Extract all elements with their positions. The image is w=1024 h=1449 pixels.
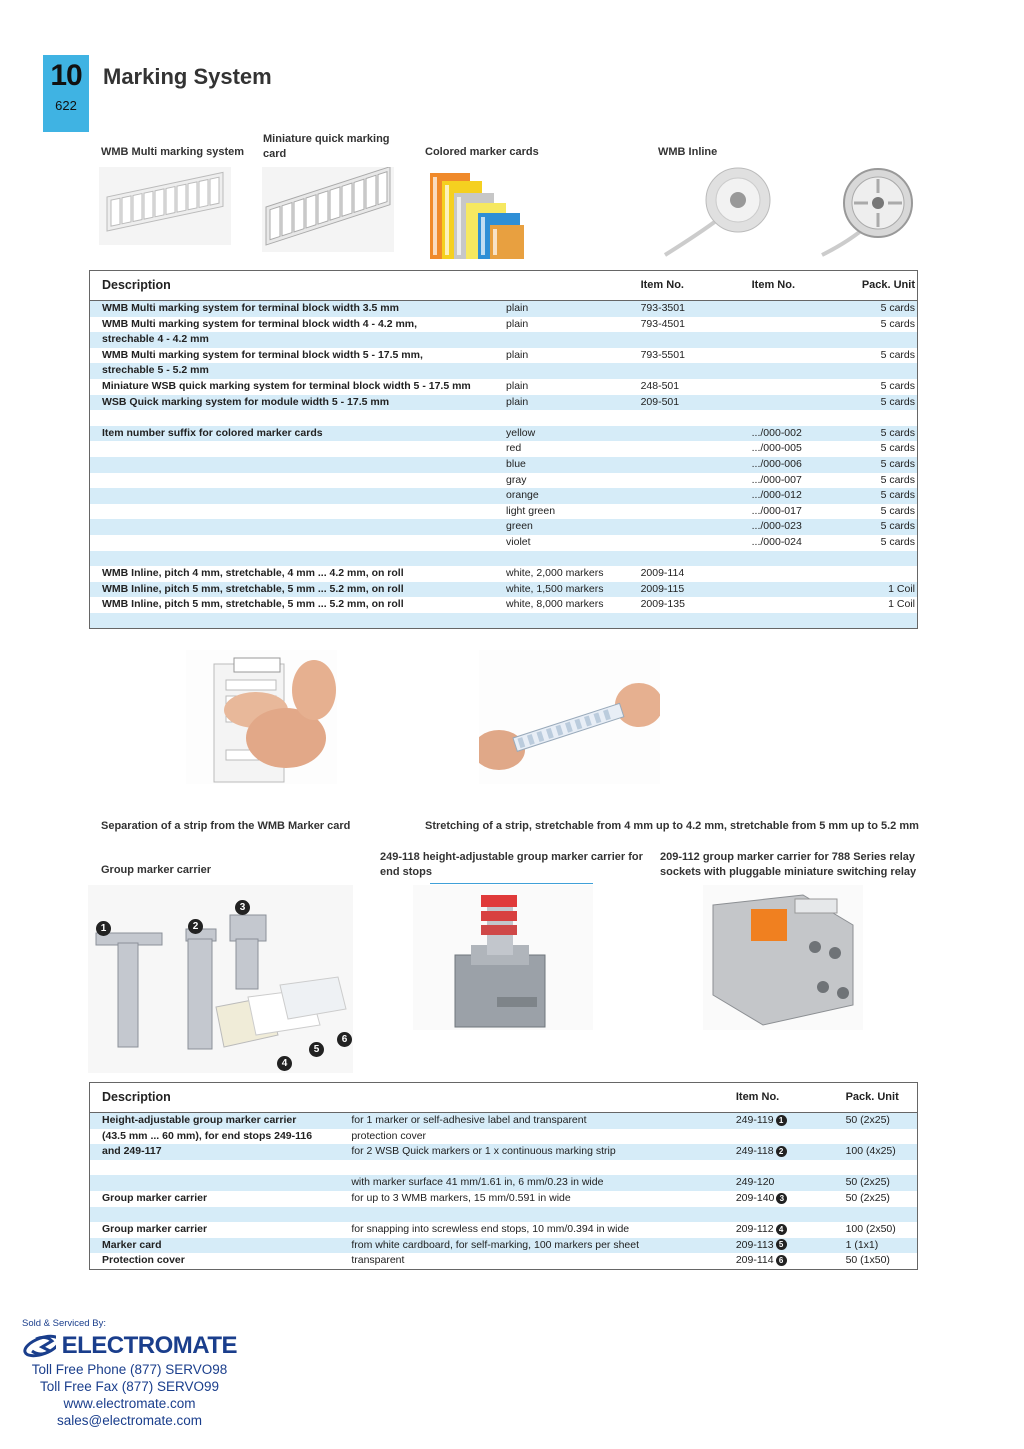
caption-underline [430,883,593,884]
separation-photo [186,650,337,784]
cell-pack-unit: 50 (2x25) [842,1175,918,1191]
table-row [90,379,918,395]
carrier-118-photo [413,885,593,1030]
cell-item-no-suffix [748,597,858,613]
colored-cards-image [430,165,526,261]
wmb-inline-roll-image [660,163,775,258]
caption-colored-cards: Colored marker cards [425,146,539,158]
table-row [90,551,918,567]
cell-item-no-suffix: .../000-023 [748,519,858,535]
cell-description [90,551,503,567]
cell-item-no-suffix [748,395,858,411]
cell-variant: yellow [502,426,637,442]
cell-description: Protection cover [102,1254,185,1267]
caption-carrier-118: 249-118 height-adjustable group marker carrier for end stops [380,851,643,878]
table-row [90,410,918,426]
cell-item-no: 248-501 [640,379,680,392]
cell-pack-unit: 1 (1x1) [842,1238,918,1254]
cell-pack-unit [842,1160,918,1176]
col-description: Description [90,271,503,301]
col2-item-no: Item No. [732,1083,842,1113]
item-number: 209-113 [735,1238,774,1251]
cell-description: and 249-117 [90,1144,348,1160]
cell-item-no: 209-501 [637,395,748,411]
cell-description: strechable 4 - 4.2 mm [90,332,503,348]
product-table [89,270,918,629]
item-number: 249-119 [735,1114,774,1126]
cell-pack-unit: 5 cards [880,473,915,486]
cell-item-no [732,1191,842,1207]
caption-carrier-112: 209-112 group marker carrier for 788 Series relay sockets with pluggable miniature switching relay [660,851,917,878]
cell-item-no: 793-4501 [640,317,685,330]
cell-pack-unit [858,551,918,567]
cell-variant [502,551,637,567]
item-number: 249-120 [735,1176,775,1189]
cell-variant: white, 1,500 markers [502,582,637,598]
callout-number-badge: 4 [776,1224,787,1235]
cell-pack-unit: 50 (2x25) [842,1113,918,1129]
table-row [90,1191,918,1207]
cell-variant: red [506,442,522,455]
table-row [90,1222,918,1238]
cell-item-no [637,613,748,629]
wmb-inline-reel-image [820,163,920,258]
cell-detail: for 1 marker or self-adhesive label and transparent [347,1113,732,1129]
table-row [90,613,918,629]
electromate-logo-icon [22,1333,56,1359]
caption-wmb-inline: WMB Inline [658,146,718,158]
cell-description: Height-adjustable group marker carrier [90,1113,348,1129]
cell-pack-unit [858,613,918,629]
cell-detail [347,1207,732,1223]
cell-variant: plain [502,301,637,317]
item-number: 209-114 [735,1254,774,1267]
cell-item-no [637,488,748,504]
cell-detail: protection cover [351,1129,427,1142]
cell-item-no [732,1253,842,1269]
cell-pack-unit: 50 (2x25) [845,1191,890,1204]
callout-number-badge: 5 [776,1239,787,1250]
chapter-tab [43,55,89,132]
caption-separation: Separation of a strip from the WMB Marker card [101,820,351,832]
cell-description [90,410,503,426]
table-row [90,504,918,520]
table-header-row [90,271,918,301]
table-row [90,1160,918,1176]
cell-item-no [732,1160,842,1176]
col-item-no: Item No. [637,271,748,301]
cell-pack-unit: 5 cards [880,379,915,392]
table-row [90,597,918,613]
cell-description [90,535,503,551]
cell-item-no-suffix: .../000-012 [748,488,858,504]
brand-name: ELECTROMATE [61,1332,237,1359]
callout-number-badge: 6 [776,1255,787,1266]
callout-number-badge: 1 [776,1115,787,1126]
cell-variant [502,410,637,426]
table-row [90,1175,918,1191]
cell-item-no [637,457,748,473]
cell-item-no [732,1207,842,1223]
cell-description: strechable 5 - 5.2 mm [90,363,503,379]
cell-description: Marker card [90,1238,348,1254]
cell-variant: white, 2,000 markers [506,567,604,580]
cell-item-no [637,535,748,551]
table-row [90,348,918,364]
cell-pack-unit: 5 cards [858,426,918,442]
cell-item-no-suffix [748,613,858,629]
cell-item-no-suffix [748,566,858,582]
page-title: Marking System [103,64,272,89]
cell-item-no: 793-5501 [640,348,685,361]
callout-number-badge: 3 [776,1193,787,1204]
table-row [90,1207,918,1223]
cell-variant: plain [506,348,529,361]
table-row [90,426,918,442]
cell-item-no [637,441,748,457]
cell-description [90,519,503,535]
table-row [90,301,918,317]
cell-item-no-suffix: .../000-006 [748,457,858,473]
cell-item-no [732,1129,842,1145]
cell-variant: light green [506,504,556,517]
caption-stretching: Stretching of a strip, stretchable from 4 mm up to 4.2 mm, stretchable from 5 mm up to 5.2 mm [425,820,919,832]
cell-description [90,504,503,520]
cell-item-no [637,473,748,489]
cell-item-no [637,332,748,348]
cell-variant: white, 8,000 markers [506,598,604,611]
cell-item-no [732,1113,842,1129]
cell-description: (43.5 mm ... 60 mm), for end stops 249-116 [102,1129,313,1142]
callout-6: 6 [337,1032,352,1047]
cell-pack-unit [842,1207,918,1223]
callout-5: 5 [309,1042,324,1057]
footer [22,1318,237,1429]
carrier-table [89,1082,918,1270]
cell-item-no-suffix [748,348,858,364]
col2-pack-unit: Pack. Unit [842,1083,918,1113]
page-number: 622 [55,98,77,113]
table-row [90,535,918,551]
cell-detail: from white cardboard, for self-marking, 100 markers per sheet [347,1238,732,1254]
cell-description: Group marker carrier [102,1223,208,1236]
table-row [90,317,918,333]
cell-pack-unit: 5 cards [858,457,918,473]
table-row [90,1238,918,1254]
table-row [90,441,918,457]
table-row [90,1144,918,1160]
website-link[interactable]: www.electromate.com [63,1396,196,1411]
cell-description: WSB Quick marking system for module width 5 - 17.5 mm [90,395,503,411]
cell-item-no-suffix [748,379,858,395]
table-row [90,332,918,348]
cell-variant [502,332,637,348]
table-row [90,566,918,582]
callout-2: 2 [188,919,203,934]
cell-item-no [637,426,748,442]
cell-item-no [732,1222,842,1238]
cell-pack-unit: 5 cards [858,519,918,535]
cell-item-no [732,1238,842,1254]
cell-description [90,1160,348,1176]
cell-item-no-suffix: .../000-017 [751,504,802,517]
cell-pack-unit [858,332,918,348]
cell-variant: plain [506,379,529,392]
cell-description: WMB Multi marking system for terminal block width 4 - 4.2 mm, [102,317,418,330]
cell-description [90,1207,348,1223]
cell-description [90,441,503,457]
cell-item-no-suffix [748,317,858,333]
table-row [90,473,918,489]
cell-variant: blue [502,457,637,473]
cell-pack-unit: 100 (2x50) [845,1223,896,1236]
cell-pack-unit: 5 cards [858,395,918,411]
col2-description: Description [90,1083,348,1113]
cell-description [90,613,503,629]
cell-description [90,457,503,473]
cell-detail: for up to 3 WMB markers, 15 mm/0.591 in wide [351,1191,571,1204]
sold-by-label: Sold & Serviced By: [22,1318,106,1329]
cell-variant: green [502,519,637,535]
cell-variant: plain [502,395,637,411]
table-row [90,1129,918,1145]
cell-detail: for snapping into screwless end stops, 10 mm/0.394 in wide [351,1223,630,1236]
cell-item-no-suffix [748,410,858,426]
cell-variant [502,613,637,629]
table-row [90,363,918,379]
cell-pack-unit: 5 cards [880,504,915,517]
cell-pack-unit: 5 cards [858,301,918,317]
table-row [90,582,918,598]
cell-pack-unit: 100 (4x25) [842,1144,918,1160]
cell-item-no [637,363,748,379]
wmb-multi-card-image [99,167,231,245]
cell-pack-unit: 1 Coil [888,598,915,611]
cell-detail: with marker surface 41 mm/1.61 in, 6 mm/0.23 in wide [347,1175,732,1191]
cell-pack-unit [858,566,918,582]
cell-variant: violet [506,535,531,548]
cell-pack-unit: 50 (1x50) [845,1254,890,1267]
table-row [90,488,918,504]
cell-item-no-suffix: .../000-024 [751,535,802,548]
cell-detail: for 2 WSB Quick markers or 1 x continuous marking strip [347,1144,732,1160]
cell-pack-unit: 5 cards [880,442,915,455]
cell-pack-unit: 5 cards [858,488,918,504]
table-row [90,1113,918,1129]
cell-item-no-suffix [748,551,858,567]
cell-pack-unit: 5 cards [880,317,915,330]
cell-variant [502,363,637,379]
table-row [90,457,918,473]
cell-pack-unit: 1 Coil [858,582,918,598]
toll-free-phone: Toll Free Phone (877) SERVO98 [31,1362,228,1377]
cell-item-no [637,410,748,426]
cell-item-no [637,504,748,520]
caption-miniature-card: Miniature quick marking card [263,133,390,160]
cell-description: Item number suffix for colored marker cards [90,426,503,442]
cell-variant: gray [506,473,527,486]
cell-item-no-suffix: .../000-007 [751,473,802,486]
cell-item-no-suffix: .../000-005 [751,442,802,455]
cell-variant: plain [506,317,529,330]
cell-detail: transparent [351,1254,405,1267]
item-number: 209-140 [735,1191,775,1204]
caption-group-carrier: Group marker carrier [101,864,212,876]
toll-free-fax: Toll Free Fax (877) SERVO99 [39,1379,220,1394]
cell-item-no: 2009-115 [637,582,748,598]
item-number: 249-118 [735,1145,774,1158]
cell-description: WMB Multi marking system for terminal block width 3.5 mm [90,301,503,317]
cell-variant: orange [502,488,637,504]
cell-pack-unit [842,1129,918,1145]
cell-item-no-suffix [748,332,858,348]
chapter-number: 10 [50,59,82,92]
cell-pack-unit [858,363,918,379]
cell-item-no [732,1175,842,1191]
table-row [90,519,918,535]
cell-pack-unit [858,410,918,426]
cell-item-no [637,551,748,567]
cell-pack-unit: 5 cards [880,535,915,548]
miniature-card-image [262,167,394,252]
cell-item-no: 2009-114 [640,567,685,580]
callout-4: 4 [277,1056,292,1071]
email-link[interactable]: sales@electromate.com [56,1413,202,1428]
cell-pack-unit: 5 cards [880,348,915,361]
cell-detail [347,1160,732,1176]
cell-item-no-suffix: .../000-002 [748,426,858,442]
col-pack-unit: Pack. Unit [858,271,918,301]
cell-description [90,473,503,489]
cell-item-no [732,1144,842,1160]
stretching-photo [479,650,660,784]
cell-item-no-suffix [748,363,858,379]
cell-item-no: 793-3501 [637,301,748,317]
cell-item-no [637,519,748,535]
item-number: 209-112 [735,1223,774,1236]
table2-header-row [90,1083,918,1113]
table-row [90,395,918,411]
callout-number-badge: 2 [776,1146,787,1157]
cell-description: WMB Multi marking system for terminal block width 5 - 17.5 mm, [102,348,423,361]
carrier-112-photo [703,885,863,1030]
cell-description [90,488,503,504]
cell-item-no-suffix [748,582,858,598]
cell-description: WMB Inline, pitch 5 mm, stretchable, 5 mm ... 5.2 mm, on roll [102,598,404,611]
table-row [90,1253,918,1269]
cell-description: WMB Inline, pitch 4 mm, stretchable, 4 mm ... 4.2 mm, on roll [102,567,404,580]
cell-description: WMB Inline, pitch 5 mm, stretchable, 5 mm ... 5.2 mm, on roll [90,582,503,598]
callout-1: 1 [96,921,111,936]
cell-item-no: 2009-135 [640,598,685,611]
callout-3: 3 [235,900,250,915]
cell-description: Group marker carrier [102,1191,208,1204]
cell-item-no-suffix [748,301,858,317]
caption-wmb-multi: WMB Multi marking system [101,146,245,158]
col-item-no-suffix: Item No. [748,271,858,301]
cell-description [90,1175,348,1191]
cell-description: Miniature WSB quick marking system for terminal block width 5 - 17.5 mm [102,379,471,392]
